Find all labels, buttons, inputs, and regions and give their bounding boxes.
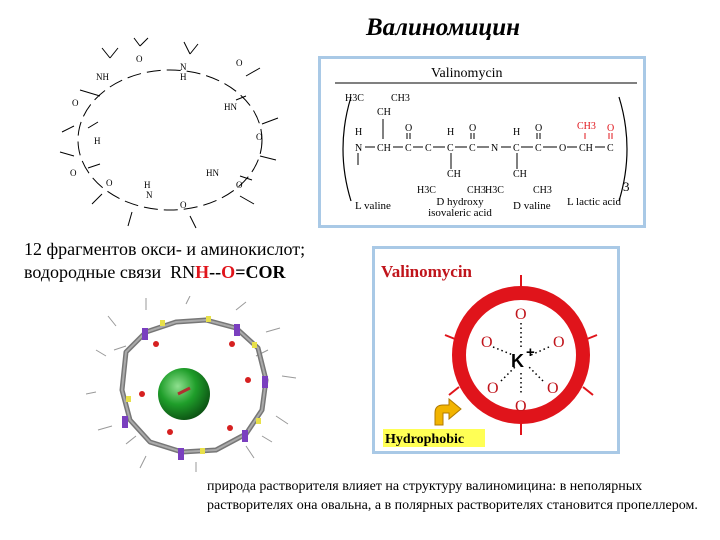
fragments-description <box>24 238 305 284</box>
atom-ch3-2: CH3 <box>467 185 486 196</box>
ring-nh-label-1: NH <box>96 72 109 82</box>
slide-title: Валиномицин <box>366 14 521 41</box>
oxygen-lower-right: O <box>547 380 559 397</box>
atom-c-7: C <box>607 143 614 154</box>
atom-o-1: O <box>405 123 413 134</box>
atom-n-2: N <box>491 143 499 154</box>
atom-c-4: C <box>469 143 476 154</box>
residue-label-l-lactic-acid: L lactic acid <box>567 197 621 208</box>
ring-o-label-2: O <box>136 54 143 64</box>
ring-o-label-4: O <box>256 132 263 142</box>
atom-h-2: H <box>447 127 455 138</box>
residue-label-d-hydroxy-isovaleric-acid: D hydroxy isovaleric acid <box>428 197 492 219</box>
atom-ch3-3: CH3 <box>533 185 552 196</box>
oxygen-top: O <box>515 306 527 323</box>
atom-h-1: H <box>355 127 363 138</box>
valinomycin-k-complex-panel <box>372 246 620 454</box>
atom-o-3: O <box>535 123 543 134</box>
repeat-unit-formula <box>321 59 643 225</box>
ring-n-label-2: N <box>146 190 153 200</box>
ring-h-label-2: H <box>94 136 101 146</box>
ring-o-label-3: O <box>236 58 243 68</box>
hbond-prefix: водородные связи RN <box>24 262 196 282</box>
hbond-h: H <box>195 262 210 282</box>
residue-label-d-valine: D valine <box>513 200 551 212</box>
ring-o-label-8: O <box>180 200 187 210</box>
solvent-caption: природа растворителя влияет на структуру валиномицина: в неполярных растворителях она овальна, а в полярных растворителях становится пропеллером. <box>207 479 698 513</box>
atom-ch3-1: CH3 <box>391 93 410 104</box>
hydrophobic-arrow-icon <box>435 399 461 425</box>
atom-ch-5: CH <box>513 169 527 180</box>
hydrophobic-label: Hydrophobic <box>385 432 465 447</box>
ring-o-label-6: O <box>106 178 113 188</box>
hbond-suffix: =COR <box>235 262 286 282</box>
atom-h3c-3: H3C <box>485 185 504 196</box>
atom-ch-4: CH <box>447 169 461 180</box>
atom-o-4: O <box>559 143 567 154</box>
ring-h-label-1: H <box>180 72 187 82</box>
atom-n-1: N <box>355 143 363 154</box>
atom-o-5: O <box>607 123 615 134</box>
atom-ch3-red: CH3 <box>577 121 596 132</box>
atom-o-2: O <box>469 123 477 134</box>
valinomycin-structure-panel <box>318 56 646 228</box>
molecular-3d-model <box>86 296 300 474</box>
ring-hn-label-2: HN <box>206 168 219 178</box>
atom-c-5: C <box>513 143 520 154</box>
ring-h-label-3: H <box>144 180 151 190</box>
atom-c-6: C <box>535 143 542 154</box>
atom-h-3: H <box>513 127 521 138</box>
ring-n-label-1: N <box>180 62 187 72</box>
ring-hn-label-1: HN <box>224 102 237 112</box>
k-complex-diagram <box>375 249 617 451</box>
complex-panel-title: Valinomycin <box>381 262 473 281</box>
description-line-1: 12 фрагментов окси- и аминокислот; <box>24 239 306 259</box>
repeat-count: 3 <box>623 179 630 194</box>
hbond-dashes: -- <box>209 262 222 282</box>
oxygen-lower-left: O <box>487 380 499 397</box>
ring-o-label-7: O <box>236 180 243 190</box>
atom-h3c-2: H3C <box>417 185 436 196</box>
residue-label-l-valine: L valine <box>355 200 391 212</box>
oxygen-upper-right: O <box>553 334 565 351</box>
oxygen-upper-left: O <box>481 334 493 351</box>
ring-o-label-1: O <box>72 98 79 108</box>
structure-panel-title: Valinomycin <box>431 66 503 81</box>
atom-ch-2: CH <box>579 143 593 154</box>
ring-o-label-5: O <box>70 168 77 178</box>
atom-c-2: C <box>425 143 432 154</box>
atom-c-1: C <box>405 143 412 154</box>
potassium-ion-label: K <box>511 351 524 371</box>
ring-structural-formula <box>40 36 300 236</box>
potassium-ion-sphere <box>158 368 210 420</box>
description-line-2 <box>24 261 305 284</box>
atom-h3c-1: H3C <box>345 93 364 104</box>
atom-ch-1: CH <box>377 143 391 154</box>
hbond-o: O <box>221 262 236 282</box>
potassium-charge: + <box>526 344 535 361</box>
oxygen-bottom: O <box>515 398 527 415</box>
atom-c-3: C <box>447 143 454 154</box>
atom-ch-3: CH <box>377 107 391 118</box>
